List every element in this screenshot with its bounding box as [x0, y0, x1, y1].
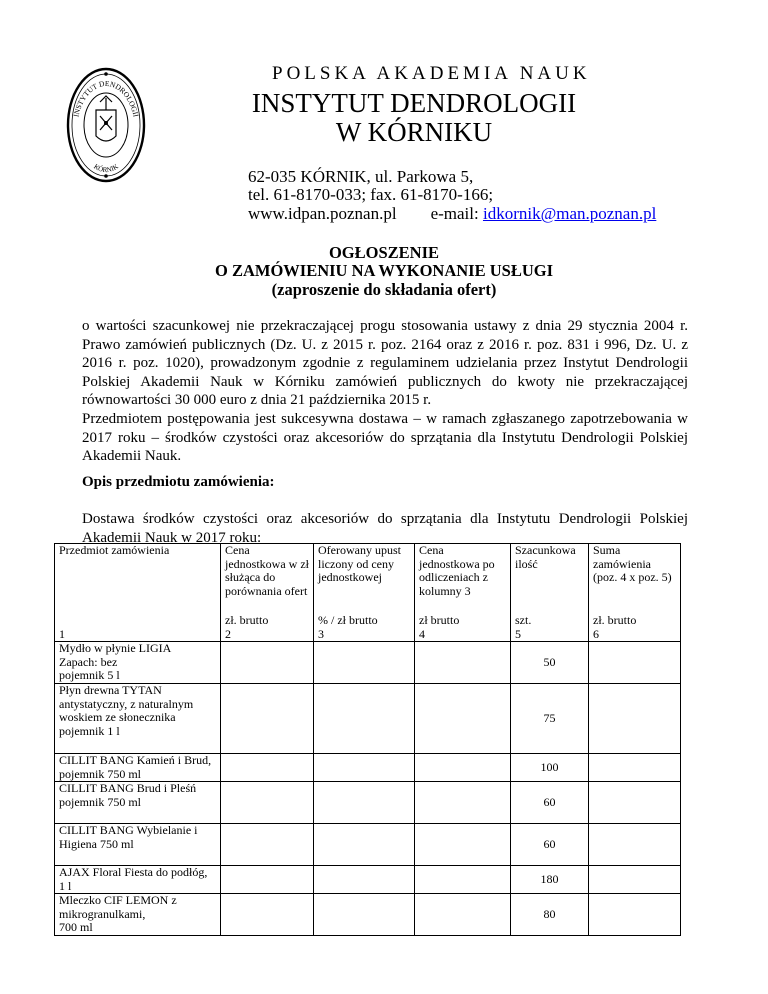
institute-location: W KÓRNIKU — [335, 117, 493, 147]
table-header-cell — [55, 544, 221, 642]
column-label: Suma zamówienia (poz. 4 x poz. 5) — [593, 543, 672, 584]
item-name-cell: CILLIT BANG Brud i Pleśń pojemnik 750 ml — [55, 782, 221, 824]
item-name-cell: Płyn drewna TYTAN antystatyczny, z naturalnym woskiem ze słonecznika pojemnik 1 l — [55, 684, 221, 754]
section-heading: Opis przedmiotu zamówienia: — [82, 474, 275, 490]
price-input-cell — [314, 754, 415, 782]
price-input-cell — [589, 754, 681, 782]
table-header-cell — [589, 544, 681, 642]
column-number: 2 — [225, 626, 231, 641]
quantity-cell: 100 — [511, 754, 589, 782]
svg-text:INSTYTUT DENDROLOGII: INSTYTUT DENDROLOGII — [71, 78, 141, 118]
price-input-cell — [221, 684, 314, 754]
column-label: Cena jednostkowa po odliczeniach z kolumny 3 — [419, 543, 495, 598]
svg-text:KÓRNIK: KÓRNIK — [92, 162, 120, 175]
table-row — [55, 894, 681, 936]
notice-subtitle: O ZAMÓWIENIU NA WYKONANIE USŁUGI — [215, 261, 553, 280]
item-name-cell: AJAX Floral Fiesta do podłóg, 1 l — [55, 866, 221, 894]
subject-paragraph: Przedmiotem postępowania jest sukcesywna dostawa – w ramach zgłaszanego zapotrzebowania w 2017 roku – środków czystości oraz akcesoriów do sprzątania dla Instytutu Dendrologii Polskiej Akademii Nauk. — [82, 410, 688, 465]
phone-fax-line: tel. 61-8170-033; fax. 61-8170-166; — [248, 185, 494, 204]
price-input-cell — [589, 894, 681, 936]
notice-note: (zaproszenie do składania ofert) — [271, 280, 497, 299]
quantity-cell: 50 — [511, 642, 589, 684]
price-input-cell — [589, 824, 681, 866]
email-link[interactable]: idkornik@man.poznan.pl — [482, 204, 657, 223]
price-input-cell — [314, 824, 415, 866]
legal-basis-paragraph: o wartości szacunkowej nie przekraczającej progu stosowania ustawy z dnia 29 stycznia 2004 r. Prawo zamówień publicznych (Dz. U. z 2015 r. poz. 2164 oraz z 2016 r. poz. 831 i 996, Dz. U. z 2016 r. poz. 1020), prowadzonym zgodnie z regulaminem udzielania przez Instytut Dendrologii Polskiej Akademii Nauk w Kórniku zamówień publicznych do kwoty nie przekraczającej równowartości 30 000 euro z dnia 21 października 2015 r. — [82, 318, 688, 409]
quantity-cell: 60 — [511, 824, 589, 866]
column-unit — [59, 614, 65, 628]
table-row — [55, 866, 681, 894]
column-label: Oferowany upust liczony od ceny jednostkowej — [318, 543, 401, 584]
table-header-cell — [415, 544, 511, 642]
price-input-cell — [221, 824, 314, 866]
intro-text — [82, 317, 688, 466]
price-input-cell — [415, 824, 511, 866]
price-input-cell — [415, 684, 511, 754]
price-input-cell — [314, 782, 415, 824]
column-number: 3 — [318, 626, 324, 641]
price-input-cell — [221, 642, 314, 684]
price-input-cell — [415, 894, 511, 936]
column-unit: zł. brutto — [593, 613, 637, 627]
table-row — [55, 684, 681, 754]
table-row — [55, 642, 681, 684]
table-header-cell — [221, 544, 314, 642]
order-table — [54, 543, 681, 936]
delivery-paragraph: Dostawa środków czystości oraz akcesoriów do sprzątania dla Instytutu Dendrologii Polskiej Akademii Nauk w 2017 roku: — [82, 511, 688, 546]
institute-name: INSTYTUT DENDROLOGII — [251, 88, 577, 118]
price-input-cell — [415, 642, 511, 684]
column-label: Cena jednostkowa w zł służąca do porównania ofert — [225, 543, 309, 598]
column-number: 1 — [59, 626, 65, 641]
table-row — [55, 824, 681, 866]
column-number: 5 — [515, 626, 521, 641]
table-row — [55, 754, 681, 782]
column-unit: zł brutto — [419, 613, 460, 627]
column-number: 6 — [593, 626, 599, 641]
item-name-cell: Mleczko CIF LEMON z mikrogranulkami, 700 ml — [55, 894, 221, 936]
address-line: 62-035 KÓRNIK, ul. Parkowa 5, — [248, 167, 474, 186]
column-number: 4 — [419, 626, 425, 641]
price-input-cell — [221, 866, 314, 894]
column-label: Szacunkowa ilość — [515, 543, 576, 571]
price-input-cell — [221, 782, 314, 824]
price-input-cell — [589, 866, 681, 894]
institute-seal-logo — [66, 66, 146, 184]
table-header-row — [55, 544, 681, 642]
price-input-cell — [415, 782, 511, 824]
item-name-cell: Mydło w płynie LIGIA Zapach: bez pojemnik 5 l — [55, 642, 221, 684]
price-input-cell — [221, 754, 314, 782]
column-unit: szt. — [515, 613, 532, 627]
price-input-cell — [314, 866, 415, 894]
contact-line — [248, 204, 656, 224]
quantity-cell: 180 — [511, 866, 589, 894]
table-row — [55, 782, 681, 824]
quantity-cell: 60 — [511, 782, 589, 824]
email-label: e-mail: — [430, 204, 479, 223]
price-input-cell — [589, 642, 681, 684]
table-header-cell — [511, 544, 589, 642]
price-input-cell — [589, 782, 681, 824]
price-input-cell — [415, 754, 511, 782]
price-input-cell — [589, 684, 681, 754]
price-input-cell — [314, 684, 415, 754]
quantity-cell: 75 — [511, 684, 589, 754]
price-input-cell — [314, 642, 415, 684]
quantity-cell: 80 — [511, 894, 589, 936]
price-input-cell — [221, 894, 314, 936]
academy-name: POLSKA AKADEMIA NAUK — [272, 63, 591, 84]
price-input-cell — [314, 894, 415, 936]
price-input-cell — [415, 866, 511, 894]
item-name-cell: CILLIT BANG Wybielanie i Higiena 750 ml — [55, 824, 221, 866]
column-unit: % / zł brutto — [318, 613, 378, 627]
column-unit: zł. brutto — [225, 613, 269, 627]
website-text: www.idpan.poznan.pl — [248, 204, 397, 223]
notice-title: OGŁOSZENIE — [328, 243, 440, 262]
column-label: Przedmiot zamówienia — [59, 543, 170, 557]
table-header-cell — [314, 544, 415, 642]
item-name-cell: CILLIT BANG Kamień i Brud, pojemnik 750 ml — [55, 754, 221, 782]
